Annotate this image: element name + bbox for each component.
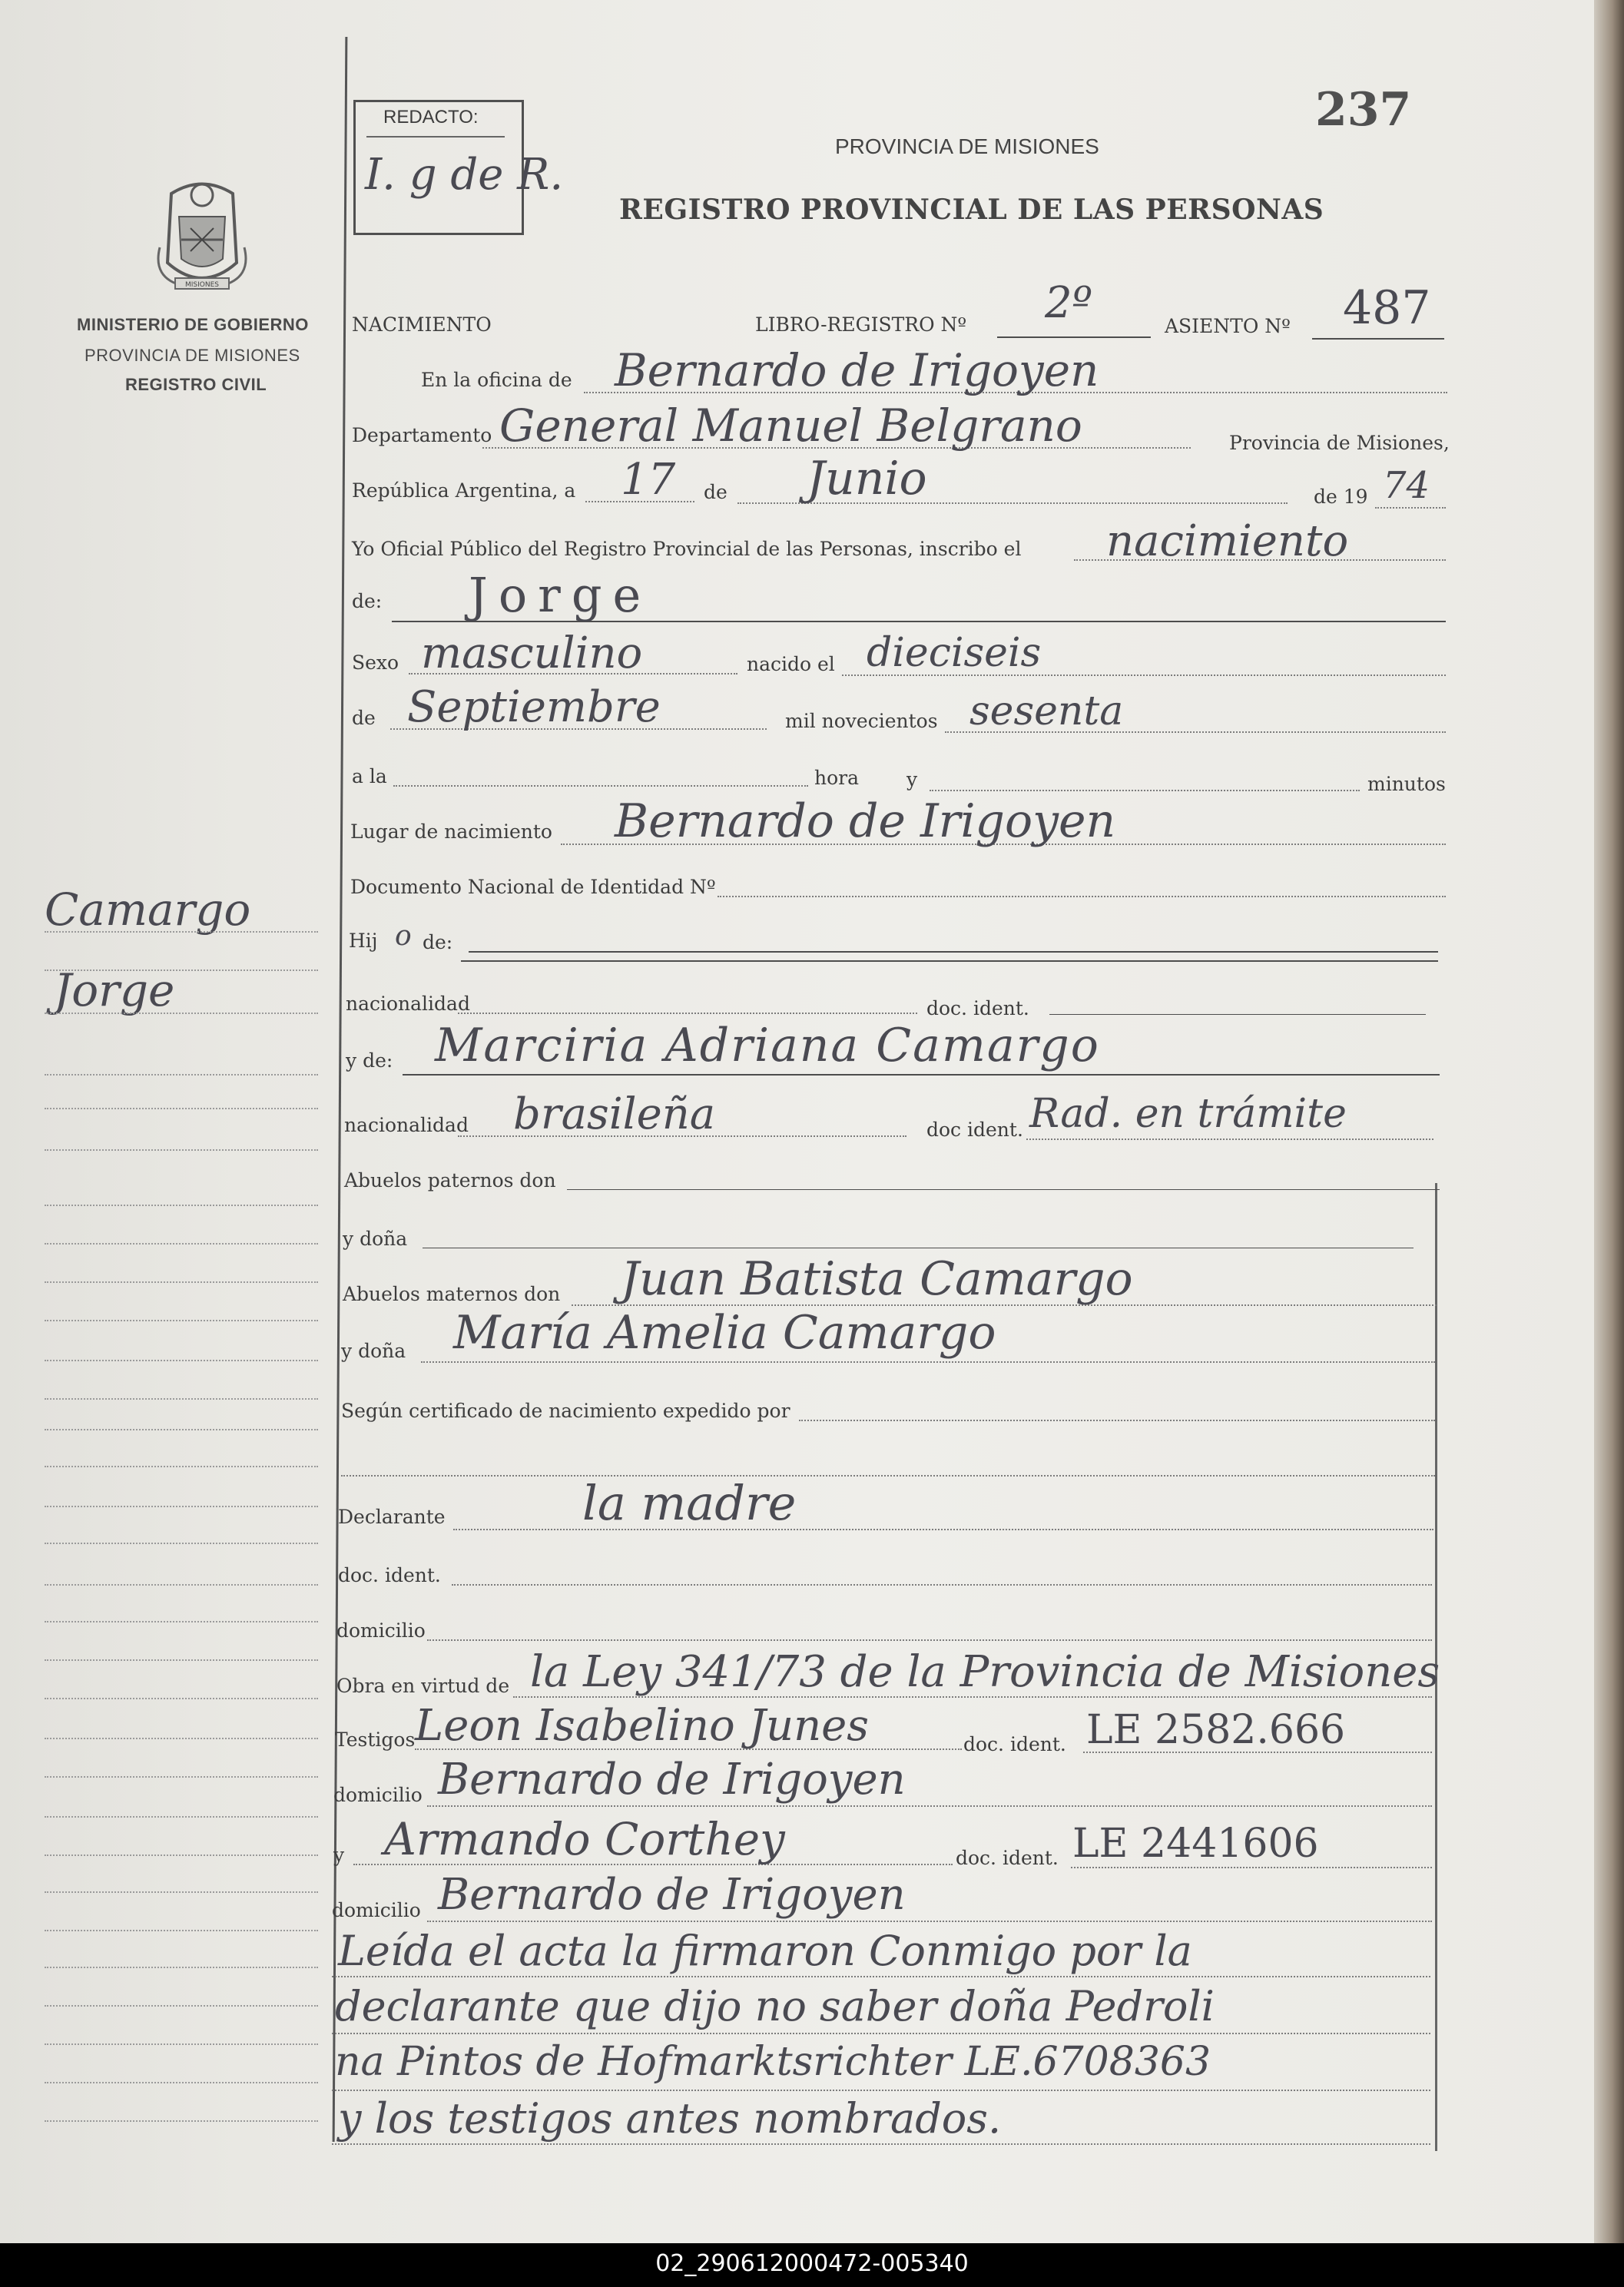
- margin-rule: [45, 1967, 318, 1968]
- nota-line-2: declarante que dijo no saber doña Pedroli: [335, 1982, 1215, 2030]
- nacionalidad1-label: nacionalidad: [346, 993, 470, 1015]
- margin-rule: [45, 1776, 318, 1778]
- republica-label: República Argentina, a: [352, 479, 576, 502]
- margin-rule: [45, 1243, 318, 1245]
- obra-label: Obra en virtud de: [336, 1675, 510, 1697]
- margin-rule: [45, 1816, 318, 1818]
- oficina-label: En la oficina de: [421, 369, 572, 391]
- nota-line-4: y los testigos antes nombrados.: [338, 2094, 1002, 2143]
- sexo-value: masculino: [421, 628, 643, 678]
- oficina-value: Bernardo de Irigoyen: [615, 344, 1099, 396]
- margin-rule: [45, 1584, 318, 1586]
- sexo-label: Sexo: [352, 651, 399, 674]
- margin-rule: [45, 1891, 318, 1893]
- anio-nac-value: sesenta: [969, 688, 1124, 734]
- margin-rule: [45, 1013, 318, 1014]
- left-province: PROVINCIA DE MISIONES: [85, 346, 300, 365]
- book-edge: [1594, 0, 1624, 2243]
- nota-line-3: na Pintos de Hofmarktsrichter LE.6708363: [335, 2039, 1211, 2085]
- margin-rule: [45, 1149, 318, 1151]
- margin-rule: [45, 1621, 318, 1622]
- testigo1-doc: LE 2582.666: [1086, 1707, 1346, 1753]
- margin-rule: [45, 1738, 318, 1739]
- ydona1-label: y doña: [343, 1228, 408, 1250]
- nacionalidad1-line: [458, 1013, 917, 1014]
- nota-line: [332, 1976, 1430, 1977]
- seal-text: MISIONES: [184, 281, 220, 289]
- domicilio3-label: domicilio: [332, 1899, 421, 1921]
- docident1-line: [1049, 1014, 1426, 1015]
- segun-line-2: [341, 1475, 1435, 1477]
- margin-rule: [45, 1398, 318, 1400]
- docident3-line: [452, 1584, 1432, 1586]
- lugar-label: Lugar de nacimiento: [350, 820, 552, 843]
- nota-line-1: Leída el acta la firmaron Conmigo por la: [338, 1927, 1192, 1975]
- margin-rule: [45, 1854, 318, 1856]
- margin-rule: [45, 1659, 318, 1661]
- dia-value: 17: [621, 455, 676, 505]
- registry-title: REGISTRO PROVINCIAL DE LAS PERSONAS: [619, 194, 1324, 226]
- page-number: 237: [1315, 83, 1412, 137]
- margin-rule: [45, 1466, 318, 1467]
- departamento-value: General Manuel Belgrano: [499, 399, 1082, 452]
- margin-rule: [45, 1930, 318, 1931]
- hij-de-label: de:: [423, 931, 453, 953]
- margin-rule: [45, 1320, 318, 1321]
- redacto-box: [353, 100, 564, 235]
- civil-registry: REGISTRO CIVIL: [125, 375, 267, 394]
- de-label: de: [704, 481, 727, 503]
- year-label: de 19: [1314, 486, 1368, 508]
- margin-rule: [45, 1506, 318, 1507]
- footer-filename: 02_290612000472-005340: [655, 2250, 969, 2277]
- nota-line: [332, 2143, 1430, 2145]
- nacionalidad2-label: nacionalidad: [344, 1114, 469, 1136]
- oficial-value: nacimiento: [1106, 516, 1349, 566]
- hij-value: o: [395, 920, 412, 952]
- margin-rule: [45, 2043, 318, 2045]
- margin-rule: [45, 969, 318, 971]
- padre-line-2: [461, 960, 1438, 962]
- lugar-value: Bernardo de Irigoyen: [615, 794, 1116, 848]
- declarante-label: Declarante: [338, 1506, 446, 1528]
- margin-rule: [45, 2005, 318, 2007]
- margin-rule: [45, 1698, 318, 1699]
- margin-rule: [45, 931, 318, 933]
- margin-rule: [45, 1205, 318, 1206]
- nota-line: [332, 2090, 1430, 2091]
- testigos-label: Testigos: [335, 1729, 416, 1751]
- abuelos-mat-label: Abuelos maternos don: [343, 1283, 561, 1305]
- testigo2-doc: LE 2441606: [1072, 1821, 1319, 1867]
- nota-line: [332, 2033, 1430, 2034]
- departamento-label: Departamento: [352, 424, 492, 446]
- docident4-label: doc. ident.: [963, 1733, 1066, 1755]
- ydona2-value: María Amelia Camargo: [453, 1306, 996, 1360]
- hora-line: [393, 785, 808, 787]
- de2-label: de:: [352, 590, 383, 612]
- abuelos-pat-line: [567, 1189, 1440, 1190]
- nacimiento-label: NACIMIENTO: [352, 313, 492, 336]
- provincia-label: Provincia de Misiones,: [1229, 432, 1450, 454]
- domicilio2-value: Bernardo de Irigoyen: [438, 1755, 906, 1805]
- redacto-value: I. g de R.: [365, 150, 564, 200]
- oficial-label: Yo Oficial Público del Registro Provincial de las Personas, inscribo el: [352, 538, 1022, 560]
- libro-value: 2º: [1045, 278, 1092, 328]
- ala-label: a la: [352, 765, 387, 787]
- libro-line: [997, 336, 1151, 338]
- asiento-line: [1312, 338, 1444, 340]
- yde-label: y de:: [346, 1049, 393, 1072]
- coat-of-arms-icon: [137, 171, 267, 301]
- madre-line: [403, 1074, 1440, 1076]
- testigo1-value: Leon Isabelino Junes: [415, 1701, 870, 1751]
- testigo2-value: Armando Corthey: [384, 1813, 785, 1865]
- padre-line: [469, 951, 1438, 953]
- obra-value: la Ley 341/73 de la Provincia de Misiones: [530, 1647, 1440, 1697]
- dni-label: Documento Nacional de Identidad Nº: [350, 876, 716, 898]
- madre-value: Marciria Adriana Camargo: [435, 1019, 1100, 1072]
- y2-label: y: [333, 1844, 345, 1866]
- minutos-line: [930, 790, 1360, 791]
- province-title: PROVINCIA DE MISIONES: [835, 134, 1099, 158]
- hij-label: Hij: [349, 930, 378, 952]
- margin-rule: [45, 1108, 318, 1109]
- margin-surname: Camargo: [45, 883, 251, 936]
- docident5-label: doc. ident.: [956, 1847, 1059, 1869]
- abuelos-mat-value: Juan Batista Camargo: [621, 1252, 1133, 1306]
- margin-given-name: Jorge: [54, 964, 175, 1016]
- ministry-title: MINISTERIO DE GOBIERNO: [77, 315, 309, 334]
- nacido-label: nacido el: [747, 653, 835, 675]
- domicilio2-line: [427, 1805, 1432, 1807]
- year-value: 74: [1383, 464, 1430, 507]
- docident1-label: doc. ident.: [926, 997, 1029, 1019]
- docident2-label: doc ident.: [926, 1119, 1023, 1141]
- segun-label: Según certificado de nacimiento expedido por: [341, 1400, 790, 1422]
- docident2-line: [1026, 1139, 1433, 1140]
- mes-value: Junio: [807, 452, 927, 505]
- docident3-label: doc. ident.: [338, 1564, 441, 1586]
- domicilio2-label: domicilio: [333, 1784, 423, 1806]
- margin-rule: [45, 1281, 318, 1283]
- mes-nac-value: Septiembre: [407, 682, 661, 732]
- abuelos-pat-label: Abuelos paternos don: [344, 1169, 556, 1192]
- docident5-line: [1071, 1867, 1432, 1868]
- declarante-value: la madre: [582, 1475, 797, 1531]
- domicilio3-value: Bernardo de Irigoyen: [438, 1870, 906, 1920]
- hora-label: hora: [814, 767, 860, 789]
- domicilio1-line: [427, 1639, 1432, 1641]
- asiento-label: ASIENTO Nº: [1165, 315, 1291, 337]
- nacido-value: dieciseis: [867, 630, 1042, 676]
- de3-label: de: [352, 707, 376, 729]
- margin-rule: [45, 1429, 318, 1430]
- margin-rule: [45, 2082, 318, 2083]
- margin-rule: [45, 1543, 318, 1544]
- domicilio3-line: [427, 1921, 1432, 1922]
- ydona2-line: [421, 1361, 1435, 1363]
- margin-rule: [45, 1074, 318, 1076]
- margin-rule: [45, 2120, 318, 2122]
- nacionalidad2-value: brasileña: [513, 1089, 716, 1139]
- domicilio1-label: domicilio: [336, 1619, 426, 1642]
- minutos-label: minutos: [1367, 773, 1446, 795]
- segun-line: [799, 1420, 1435, 1421]
- asiento-value: 487: [1343, 281, 1431, 335]
- year-line: [1375, 507, 1446, 509]
- margin-rule: [45, 1360, 318, 1361]
- nombre-value: Jorge: [469, 567, 652, 623]
- mil-label: mil novecientos: [785, 710, 938, 732]
- libro-label: LIBRO-REGISTRO Nº: [755, 313, 967, 336]
- ydona2-label: y doña: [341, 1340, 406, 1362]
- docident2-value: Rad. en trámite: [1029, 1091, 1347, 1137]
- y-label: y: [906, 768, 918, 791]
- redacto-title: REDACTO:: [383, 107, 479, 128]
- dni-line: [718, 896, 1446, 897]
